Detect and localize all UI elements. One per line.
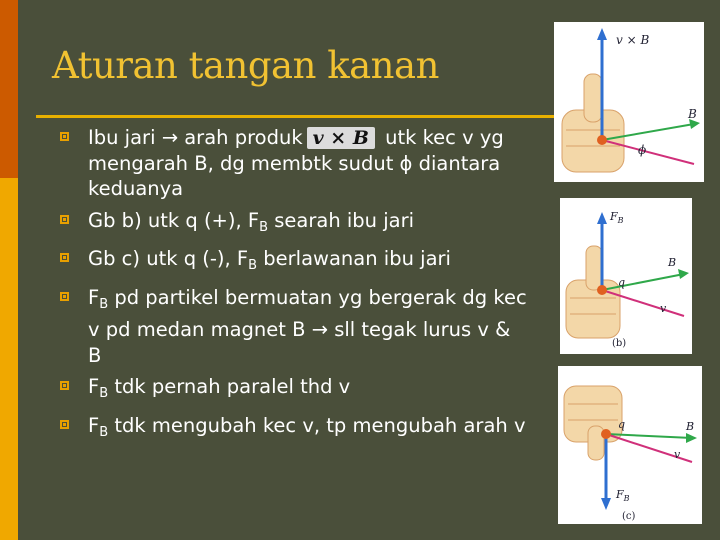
title-rule	[36, 115, 566, 118]
figure-positive-charge	[560, 198, 692, 354]
bullet-marker-icon	[60, 132, 69, 141]
charge-dot	[597, 285, 607, 295]
phi-label: ϕ	[638, 143, 647, 157]
caption-b: (b)	[612, 338, 627, 349]
slide-title: Aturan tangan kanan	[52, 44, 439, 87]
bullet-marker-icon	[60, 215, 69, 224]
bullet-item: $F_B$ tdk pernah paralel thd v	[58, 374, 528, 407]
bullet-marker-icon	[60, 253, 69, 262]
caption-c: (c)	[622, 511, 636, 522]
bullet-item: $F_B$ pd partikel bermuatan yg bergerak dg kec v pd medan magnet B → sll tegak lurus v & B	[58, 285, 528, 369]
q-label: q	[618, 418, 626, 431]
hand-icon	[564, 386, 622, 460]
fb-label: F	[610, 210, 618, 223]
svg-text:FB: $F_B$	[616, 488, 630, 503]
bullet-item: Gb b) utk q (+), $F_B$ searah ibu jari	[58, 208, 528, 241]
bullet-item: Ibu jari → arah produk v × B utk kec v yg mengarah B, dg membtk sudut ϕ diantara keduanya	[58, 125, 528, 202]
figure-right-hand-cross-product	[554, 22, 704, 182]
bullet-item: Gb c) utk q (-), $F_B$ berlawanan ibu jari	[58, 246, 528, 279]
bullet-marker-icon	[60, 420, 69, 429]
bullet-list	[58, 125, 528, 451]
q-label: q	[618, 276, 626, 289]
v-label: v	[674, 448, 681, 461]
vxb-label: v × B	[616, 33, 650, 47]
b-label: B	[688, 107, 697, 121]
v-label: v	[660, 302, 667, 315]
charge-dot	[597, 135, 607, 145]
b-label: B	[668, 256, 677, 269]
svg-text:FB: $F_B$	[610, 210, 624, 225]
cross-product-formula: v × B	[307, 127, 375, 149]
b-label: B	[686, 420, 695, 433]
left-accent-band-top	[0, 0, 18, 178]
hand-icon	[566, 246, 620, 338]
bullet-marker-icon	[60, 292, 69, 301]
figure-negative-charge	[558, 366, 702, 524]
bullet-marker-icon	[60, 381, 69, 390]
fb-label: F	[616, 488, 624, 501]
bullet-item: $F_B$ tdk mengubah kec v, tp mengubah arah v	[58, 413, 528, 446]
hand-icon	[562, 74, 624, 172]
charge-dot	[601, 429, 611, 439]
